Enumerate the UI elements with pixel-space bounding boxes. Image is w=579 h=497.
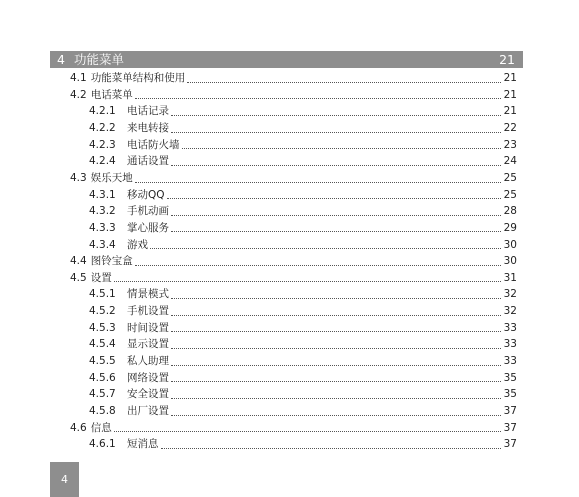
toc-section-number: 4.3.2 [89, 205, 116, 218]
toc-page-number: 25 [503, 188, 517, 201]
toc-entry-label: 时间设置 [127, 321, 169, 334]
toc-dot-leader [171, 399, 501, 416]
toc-section-number: 4.3 [70, 171, 87, 184]
toc-entry-label: 移动QQ [127, 188, 165, 201]
toc-page-number: 32 [503, 288, 517, 301]
toc-section-number: 4.3.1 [89, 188, 116, 201]
toc-entry-text [70, 170, 133, 187]
toc-entry-label: 私人助理 [127, 355, 169, 368]
toc-section-number: 4.4 [70, 255, 87, 268]
toc-page-number: 23 [503, 138, 517, 151]
toc-page-number: 21 [503, 88, 517, 101]
toc-entry-label: 安全设置 [127, 388, 169, 401]
toc-section-number: 4.1 [70, 72, 87, 84]
toc-entry-text [89, 120, 169, 137]
toc-entry-text [89, 187, 165, 204]
toc-page-number: 21 [503, 105, 517, 118]
toc-page-number: 30 [503, 255, 517, 268]
toc-entry-label: 出厂设置 [127, 405, 169, 417]
toc-page-number: 37 [503, 405, 517, 417]
toc-section-number: 4.5.3 [89, 321, 116, 334]
toc-entry-label: 电话防火墙 [127, 138, 180, 151]
toc-page-number: 25 [503, 171, 517, 184]
toc-section-number: 4.2.1 [89, 105, 116, 118]
toc-entry-label: 设置 [90, 271, 112, 284]
toc-dot-leader [161, 432, 501, 449]
toc-entry-text [89, 203, 169, 220]
page-number-tab [50, 462, 79, 497]
toc-section-number: 4.2.2 [89, 121, 116, 134]
toc-section-number: 4.3.4 [89, 238, 116, 251]
toc-page-number: 22 [503, 121, 517, 134]
toc-page-number: 33 [503, 355, 517, 368]
toc-page-number: 33 [503, 338, 517, 351]
toc-section-number: 4.5.1 [89, 288, 116, 301]
toc-section-number: 4.5.6 [89, 371, 116, 384]
toc-page-number: 33 [503, 321, 517, 334]
chapter-number: 4 [57, 52, 65, 67]
toc-dot-leader [171, 316, 501, 333]
toc-dot-leader [171, 216, 501, 233]
toc-entry-label: 电话记录 [127, 105, 169, 118]
toc-page-number: 35 [503, 371, 517, 384]
toc-entry-label: 掌心服务 [127, 221, 169, 234]
page-number: 4 [61, 473, 68, 486]
toc-section-number: 4.3.3 [89, 221, 116, 234]
toc-entry-text [89, 353, 169, 370]
toc-section-number: 4.6 [70, 421, 87, 434]
toc-entry-label: 游戏 [127, 238, 148, 251]
toc-dot-leader [171, 116, 501, 133]
toc-page-number: 28 [503, 205, 517, 218]
toc-entry-text [70, 87, 133, 104]
toc-dot-leader [171, 99, 501, 116]
chapter-page-number: 21 [499, 52, 515, 67]
toc-entry-label: 功能菜单结构和使用 [90, 72, 186, 84]
toc-dot-leader [135, 83, 501, 100]
toc-dot-leader [171, 199, 501, 216]
toc-dot-leader [182, 133, 501, 150]
toc-entry-label: 手机设置 [127, 305, 169, 318]
toc-entry-label: 短消息 [127, 438, 159, 451]
toc-page-number: 21 [503, 72, 517, 84]
toc-dot-leader [114, 416, 501, 433]
toc-page-number: 32 [503, 305, 517, 318]
toc-page-number: 37 [503, 438, 517, 451]
toc-entry-label: 网络设置 [127, 371, 169, 384]
toc-page-number: 29 [503, 221, 517, 234]
toc-entry-text [70, 420, 112, 437]
toc-entry-text [89, 137, 180, 154]
toc-entry-text [89, 103, 169, 120]
toc-page-number: 30 [503, 238, 517, 251]
toc-entry-text [89, 320, 169, 337]
toc-dot-leader [171, 382, 501, 399]
toc-entry-text [89, 386, 169, 403]
toc-entry-label: 显示设置 [127, 338, 169, 351]
toc-dot-leader [171, 366, 501, 383]
toc-entry-text [89, 370, 169, 387]
toc-entry-label: 电话菜单 [90, 88, 133, 101]
toc-page-number: 37 [503, 421, 517, 434]
toc-section-number: 4.5.8 [89, 405, 116, 417]
toc-section-number: 4.5.7 [89, 388, 116, 401]
toc-dot-leader [150, 233, 501, 250]
toc-section-number: 4.2.4 [89, 155, 116, 168]
toc-page-number: 31 [503, 271, 517, 284]
toc-entry-text [89, 303, 169, 320]
toc-entry-text [89, 336, 169, 353]
toc-entry-text [89, 286, 169, 303]
toc-dot-leader [135, 249, 501, 266]
toc-dot-leader [114, 266, 501, 283]
toc-dot-leader [171, 282, 501, 299]
toc-section-number: 4.5.2 [89, 305, 116, 318]
toc-section-number: 4.2 [70, 88, 87, 101]
toc-entry-label: 手机动画 [127, 205, 169, 218]
toc-entry[interactable] [0, 436, 579, 453]
toc-section-number: 4.6.1 [89, 438, 116, 451]
toc-entry-text [89, 436, 159, 453]
toc-dot-leader [171, 149, 501, 166]
toc-dot-leader [171, 299, 501, 316]
toc-dot-leader [187, 66, 501, 83]
toc-page-number: 24 [503, 155, 517, 168]
toc-entry-label: 情景模式 [127, 288, 169, 301]
toc-dot-leader [171, 349, 501, 366]
toc-entry-label: 来电转接 [127, 121, 169, 134]
toc-section-number: 4.5.4 [89, 338, 116, 351]
toc-dot-leader [167, 183, 501, 200]
toc-entry-label: 图铃宝盒 [90, 255, 133, 268]
chapter-title: 功能菜单 [74, 52, 125, 67]
toc-section-number: 4.5.5 [89, 355, 116, 368]
toc-entry-text [70, 270, 112, 287]
toc-entry-label: 信息 [90, 421, 112, 434]
toc-entry-label: 娱乐天地 [90, 171, 133, 184]
toc-dot-leader [171, 332, 501, 349]
toc-section-number: 4.5 [70, 271, 87, 284]
toc-dot-leader [135, 166, 501, 183]
toc-section-number: 4.2.3 [89, 138, 116, 151]
toc-entry-label: 通话设置 [127, 155, 169, 168]
toc-page-number: 35 [503, 388, 517, 401]
